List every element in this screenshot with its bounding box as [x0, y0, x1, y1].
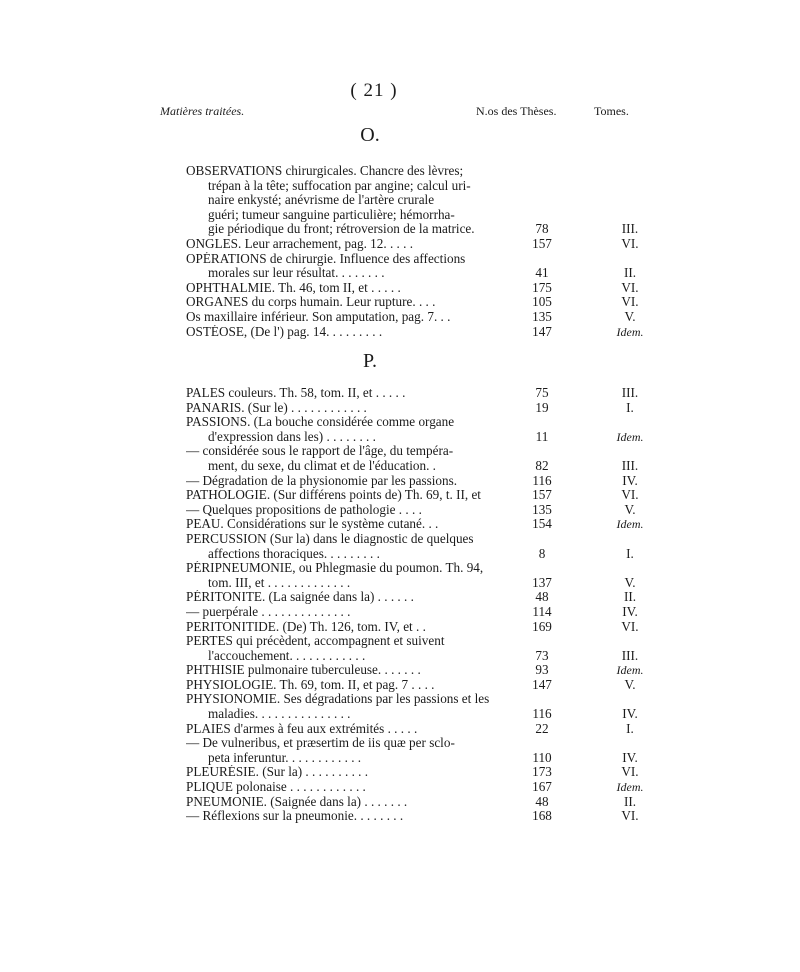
index-entry: [186, 503, 654, 518]
entry-text: [186, 488, 526, 503]
entry-text: [186, 678, 526, 693]
tome-number: I.: [626, 545, 634, 561]
entry-text: [186, 474, 526, 489]
entry-text: [186, 765, 526, 780]
tome-number: III.: [621, 221, 639, 237]
entry-text: [186, 809, 526, 824]
index-entry: [186, 474, 654, 489]
thesis-number: 48: [535, 793, 549, 809]
entry-line: PÉRIPNEUMONIE, ou Phlegmasie du poumon. Th. 94,: [186, 561, 484, 576]
tome-number: II.: [623, 793, 637, 809]
entry-line: — considérée sous le rapport de l'âge, du tempéra-: [186, 444, 454, 459]
tome-number: III.: [621, 647, 639, 663]
column-heading-tomes: Tomes.: [594, 104, 629, 118]
index-entry: [186, 663, 654, 678]
entry-line: PNEUMONIE. (Saignée dans la) . . . . . . .: [186, 794, 408, 809]
thesis-number: 157: [532, 487, 552, 503]
thesis-number: 75: [535, 385, 549, 400]
index-entry: [186, 678, 654, 693]
index-entry: [186, 415, 654, 444]
thesis-number: 48: [535, 589, 549, 605]
thesis-number: 173: [532, 764, 552, 780]
tome-number: IV.: [622, 706, 638, 722]
section-letter-o: O.: [360, 124, 380, 146]
entry-text: [186, 252, 526, 281]
tome-number: VI.: [621, 487, 639, 503]
index-entry: [186, 532, 654, 561]
index-entry: [186, 736, 654, 765]
entry-text: [186, 590, 526, 605]
entry-line: PHYSIONOMIE. Ses dégradations par les passions et les: [186, 692, 490, 707]
thesis-number: 147: [532, 676, 552, 692]
index-entry: [186, 765, 654, 780]
entry-text: [186, 386, 526, 401]
entry-line: tom. III, et . . . . . . . . . . . . .: [208, 575, 351, 590]
thesis-number: 22: [535, 720, 549, 736]
tome-number: I.: [626, 720, 634, 736]
entry-text: [186, 503, 526, 518]
entry-text: [186, 517, 526, 532]
entry-line: PÉRITONITE. (La saignée dans la) . . . . . .: [186, 590, 414, 605]
section-p-entries: [186, 386, 654, 824]
thesis-number: 105: [532, 294, 552, 310]
index-entry: [186, 237, 654, 252]
index-entry: [186, 809, 654, 824]
tome-number: Idem.: [616, 517, 644, 532]
index-entry: [186, 281, 654, 296]
tome-number: VI.: [621, 294, 639, 310]
entry-text: [186, 237, 526, 252]
index-entry: [186, 386, 654, 401]
entry-text: [186, 444, 526, 473]
entry-text: [186, 692, 526, 721]
index-entry: [186, 722, 654, 737]
index-entry: [186, 605, 654, 620]
section-o-entries: [186, 164, 654, 339]
section-letter-p: P.: [363, 350, 377, 372]
index-entry: [186, 590, 654, 605]
entry-line: PERCUSSION (Sur la) dans le diagnostic de quelques: [186, 531, 474, 546]
thesis-number: 137: [532, 574, 552, 590]
tome-number: V.: [624, 676, 636, 692]
entry-text: [186, 634, 526, 663]
tome-number: IV.: [622, 472, 638, 488]
tome-number: IV.: [622, 749, 638, 765]
entry-line: PERTES qui précèdent, accompagnent et suivent: [186, 634, 445, 649]
index-entry: [186, 780, 654, 795]
index-entry: [186, 795, 654, 810]
thesis-number: 78: [535, 221, 549, 237]
thesis-number: 169: [532, 618, 552, 634]
entry-line: affections thoraciques. . . . . . . . .: [208, 546, 380, 561]
entry-line: PLAIES d'armes à feu aux extrémités . . . . .: [186, 721, 418, 736]
entry-line: morales sur leur résultat. . . . . . . .: [208, 266, 385, 281]
entry-line: OPÉRATIONS de chirurgie. Influence des affections: [186, 251, 466, 266]
index-entry: [186, 692, 654, 721]
tome-number: VI.: [621, 618, 639, 634]
entry-line: ORGANES du corps humain. Leur rupture. . . .: [186, 295, 436, 310]
index-entry: [186, 634, 654, 663]
entry-text: [186, 722, 526, 737]
tome-number: VI.: [621, 235, 639, 251]
thesis-number: 41: [535, 265, 549, 281]
entry-text: [186, 281, 526, 296]
tome-number: VI.: [621, 279, 639, 295]
index-entry: [186, 310, 654, 325]
entry-text: [186, 532, 526, 561]
entry-text: [186, 295, 526, 310]
index-entry: [186, 325, 654, 340]
thesis-number: 19: [535, 399, 549, 415]
index-entry: [186, 620, 654, 635]
entry-text: [186, 164, 526, 237]
tome-number: Idem.: [616, 324, 644, 339]
tome-number: III.: [621, 385, 639, 400]
entry-text: [186, 325, 526, 340]
thesis-number: 135: [532, 308, 552, 324]
thesis-number: 82: [535, 457, 549, 473]
entry-line: OPHTHALMIE. Th. 46, tom II, et . . . . .: [186, 280, 401, 295]
index-entry: [186, 164, 654, 237]
entry-text: [186, 415, 526, 444]
thesis-number: 93: [535, 662, 549, 678]
tome-number: Idem.: [616, 429, 644, 444]
tome-number: II.: [623, 589, 637, 605]
entry-line: guéri; tumeur sanguine particulière; hémorrha-: [208, 207, 455, 222]
index-entry: [186, 561, 654, 590]
entry-line: ment, du sexe, du climat et de l'éducation. .: [208, 458, 436, 473]
index-entry: [186, 488, 654, 503]
entry-line: PERITONITIDE. (De) Th. 126, tom. IV, et . .: [186, 619, 426, 634]
entry-line: l'accouchement. . . . . . . . . . . .: [208, 648, 366, 663]
entry-text: [186, 736, 526, 765]
entry-line: PEAU. Considérations sur le système cutané. . .: [186, 517, 439, 532]
thesis-number: 110: [532, 749, 552, 765]
tome-number: Idem.: [616, 780, 644, 795]
thesis-number: 8: [538, 545, 546, 561]
column-heading-matters: Matières traitées.: [160, 104, 245, 118]
entry-line: PATHOLOGIE. (Sur différens points de) Th. 69, t. II, et: [186, 488, 481, 503]
thesis-number: 135: [532, 501, 552, 517]
entry-text: [186, 401, 526, 416]
tome-number: V.: [624, 308, 636, 324]
entry-line: trépan à la tête; suffocation par angine; calcul uri-: [208, 178, 471, 193]
entry-text: [186, 780, 526, 795]
entry-line: — Réflexions sur la pneumonie. . . . . . . .: [186, 809, 404, 824]
thesis-number: 11: [535, 428, 549, 444]
entry-line: gie périodique du front; rétroversion de la matrice.: [208, 222, 475, 237]
thesis-number: 157: [532, 235, 552, 251]
index-entry: [186, 444, 654, 473]
page-number: ( 21 ): [350, 80, 398, 101]
entry-line: PANARIS. (Sur le) . . . . . . . . . . . .: [186, 400, 367, 415]
entry-line: naire enkysté; anévrisme de l'artère crurale: [208, 193, 435, 208]
entry-line: — De vulneribus, et præsertim de iis quæ per sclo-: [186, 736, 455, 751]
entry-text: [186, 795, 526, 810]
thesis-number: 116: [532, 472, 552, 488]
thesis-number: 147: [532, 323, 552, 339]
tome-number: II.: [623, 265, 637, 281]
index-entry: [186, 295, 654, 310]
tome-number: Idem.: [616, 663, 644, 678]
entry-line: PLEURÉSIE. (Sur la) . . . . . . . . . .: [186, 765, 369, 780]
entry-line: peta inferuntur. . . . . . . . . . . .: [208, 750, 362, 765]
tome-number: V.: [624, 574, 636, 590]
index-entry: [186, 401, 654, 416]
entry-line: d'expression dans les) . . . . . . . .: [208, 429, 376, 444]
column-heading-theses: N.os des Thèses.: [476, 104, 557, 118]
tome-number: V.: [624, 501, 636, 517]
entry-text: [186, 620, 526, 635]
thesis-number: 154: [532, 516, 552, 532]
entry-line: — Quelques propositions de pathologie . . . .: [186, 502, 422, 517]
entry-line: OBSERVATIONS chirurgicales. Chancre des lèvres;: [186, 164, 464, 178]
thesis-number: 167: [532, 779, 552, 795]
entry-line: PHYSIOLOGIE. Th. 69, tom. II, et pag. 7 . . . .: [186, 677, 435, 692]
tome-number: IV.: [622, 603, 638, 619]
entry-line: PHTHISIE pulmonaire tuberculeuse. . . . . . .: [186, 663, 421, 678]
entry-line: — puerpérale . . . . . . . . . . . . . .: [186, 604, 351, 619]
entry-text: [186, 310, 526, 325]
entry-text: [186, 663, 526, 678]
entry-line: — Dégradation de la physionomie par les passions.: [186, 473, 458, 488]
thesis-number: 168: [532, 808, 552, 824]
tome-number: III.: [621, 457, 639, 473]
thesis-number: 175: [532, 279, 552, 295]
entry-line: PALES couleurs. Th. 58, tom. II, et . . . . .: [186, 386, 406, 400]
thesis-number: 114: [532, 603, 552, 619]
entry-text: [186, 605, 526, 620]
tome-number: VI.: [621, 808, 639, 824]
entry-line: PASSIONS. (La bouche considérée comme organe: [186, 415, 455, 430]
index-entry: [186, 517, 654, 532]
entry-text: [186, 561, 526, 590]
index-entry: [186, 252, 654, 281]
entry-line: Os maxillaire inférieur. Son amputation, pag. 7. . .: [186, 309, 451, 324]
thesis-number: 116: [532, 706, 552, 722]
entry-line: OSTÉOSE, (De l') pag. 14. . . . . . . . .: [186, 324, 383, 339]
entry-line: PLIQUE polonaise . . . . . . . . . . . .: [186, 780, 366, 795]
entry-line: ONGLES. Leur arrachement, pag. 12. . . . .: [186, 236, 414, 251]
tome-number: I.: [626, 399, 634, 415]
thesis-number: 73: [535, 647, 549, 663]
entry-line: maladies. . . . . . . . . . . . . . .: [208, 707, 351, 722]
tome-number: VI.: [621, 764, 639, 780]
